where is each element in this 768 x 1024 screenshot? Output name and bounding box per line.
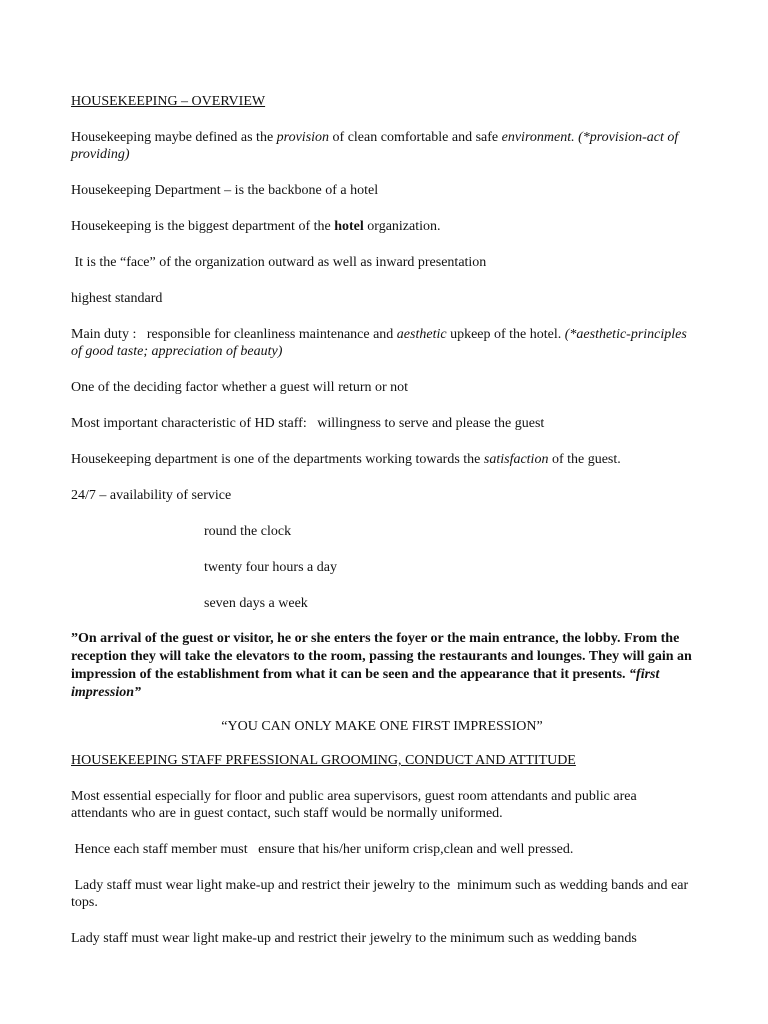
italic-run: environment. (*provision-act of providing)	[71, 130, 679, 162]
text-run: ”On arrival of the guest or visitor, he or she enters the foyer or the main entrance, the lobby. From the reception they will take the elevators to the room, passing the restaurants and lounges. They will gain an impression of the establishment from what it can be seen and the appearance that it presents.	[71, 631, 692, 682]
centered-slogan: “YOU CAN ONLY MAKE ONE FIRST IMPRESSION”	[221, 719, 543, 734]
list-item: round the clock	[204, 524, 292, 539]
paragraph-highest-standard: highest standard	[71, 291, 163, 306]
italic-run: aesthetic	[396, 327, 447, 342]
text-run: Housekeeping is the biggest department of the	[71, 219, 335, 234]
italic-run: “first impression”	[71, 667, 660, 700]
text-run: upkeep of the hotel.	[446, 327, 565, 342]
paragraph-definition	[71, 129, 693, 163]
italic-run: (*aesthetic-principles of good taste; appreciation of beauty)	[71, 327, 691, 359]
italic-run: satisfaction	[483, 452, 549, 467]
list-item: twenty four hours a day	[204, 560, 337, 575]
paragraph-lady-staff: Lady staff must wear light make-up and restrict their jewelry to the minimum such as wedding bands and ear tops.	[71, 878, 692, 910]
paragraph-lady-staff-repeat: Lady staff must wear light make-up and restrict their jewelry to the minimum such as wedding bands	[71, 931, 637, 946]
bold-run: hotel	[334, 219, 364, 234]
paragraph-characteristic: Most important characteristic of HD staff: willingness to serve and please the guest	[71, 416, 545, 431]
paragraph-deciding-factor: One of the deciding factor whether a guest will return or not	[71, 380, 409, 395]
italic-run: provision	[276, 130, 330, 145]
text-run: of clean comfortable and safe	[329, 130, 502, 145]
quote-first-impression	[71, 630, 693, 702]
list-item: seven days a week	[204, 596, 308, 611]
section-heading-grooming: HOUSEKEEPING STAFF PRFESSIONAL GROOMING, CONDUCT AND ATTITUDE	[71, 753, 576, 768]
paragraph-satisfaction	[71, 451, 693, 468]
paragraph-uniformed-staff: Most essential especially for floor and public area supervisors, guest room attendants and public area attendants who are in guest contact, such staff would be normally uniformed.	[71, 789, 637, 821]
paragraph-main-duty	[71, 326, 693, 360]
paragraph-biggest-department	[71, 218, 693, 235]
text-run: of the guest.	[548, 452, 621, 467]
section-heading-overview: HOUSEKEEPING – OVERVIEW	[71, 94, 266, 109]
paragraph-backbone: Housekeeping Department – is the backbone of a hotel	[71, 183, 379, 198]
text-run: Housekeeping maybe defined as the	[71, 130, 277, 145]
paragraph-uniform-crisp: Hence each staff member must ensure that his/her uniform crisp,clean and well pressed.	[71, 842, 574, 857]
paragraph-availability: 24/7 – availability of service	[71, 488, 232, 503]
paragraph-face: It is the “face” of the organization outward as well as inward presentation	[71, 255, 487, 270]
text-run: Housekeeping department is one of the departments working towards the	[71, 452, 484, 467]
document-page	[71, 93, 693, 966]
text-run: organization.	[363, 219, 441, 234]
text-run: Main duty : responsible for cleanliness maintenance and	[71, 327, 397, 342]
